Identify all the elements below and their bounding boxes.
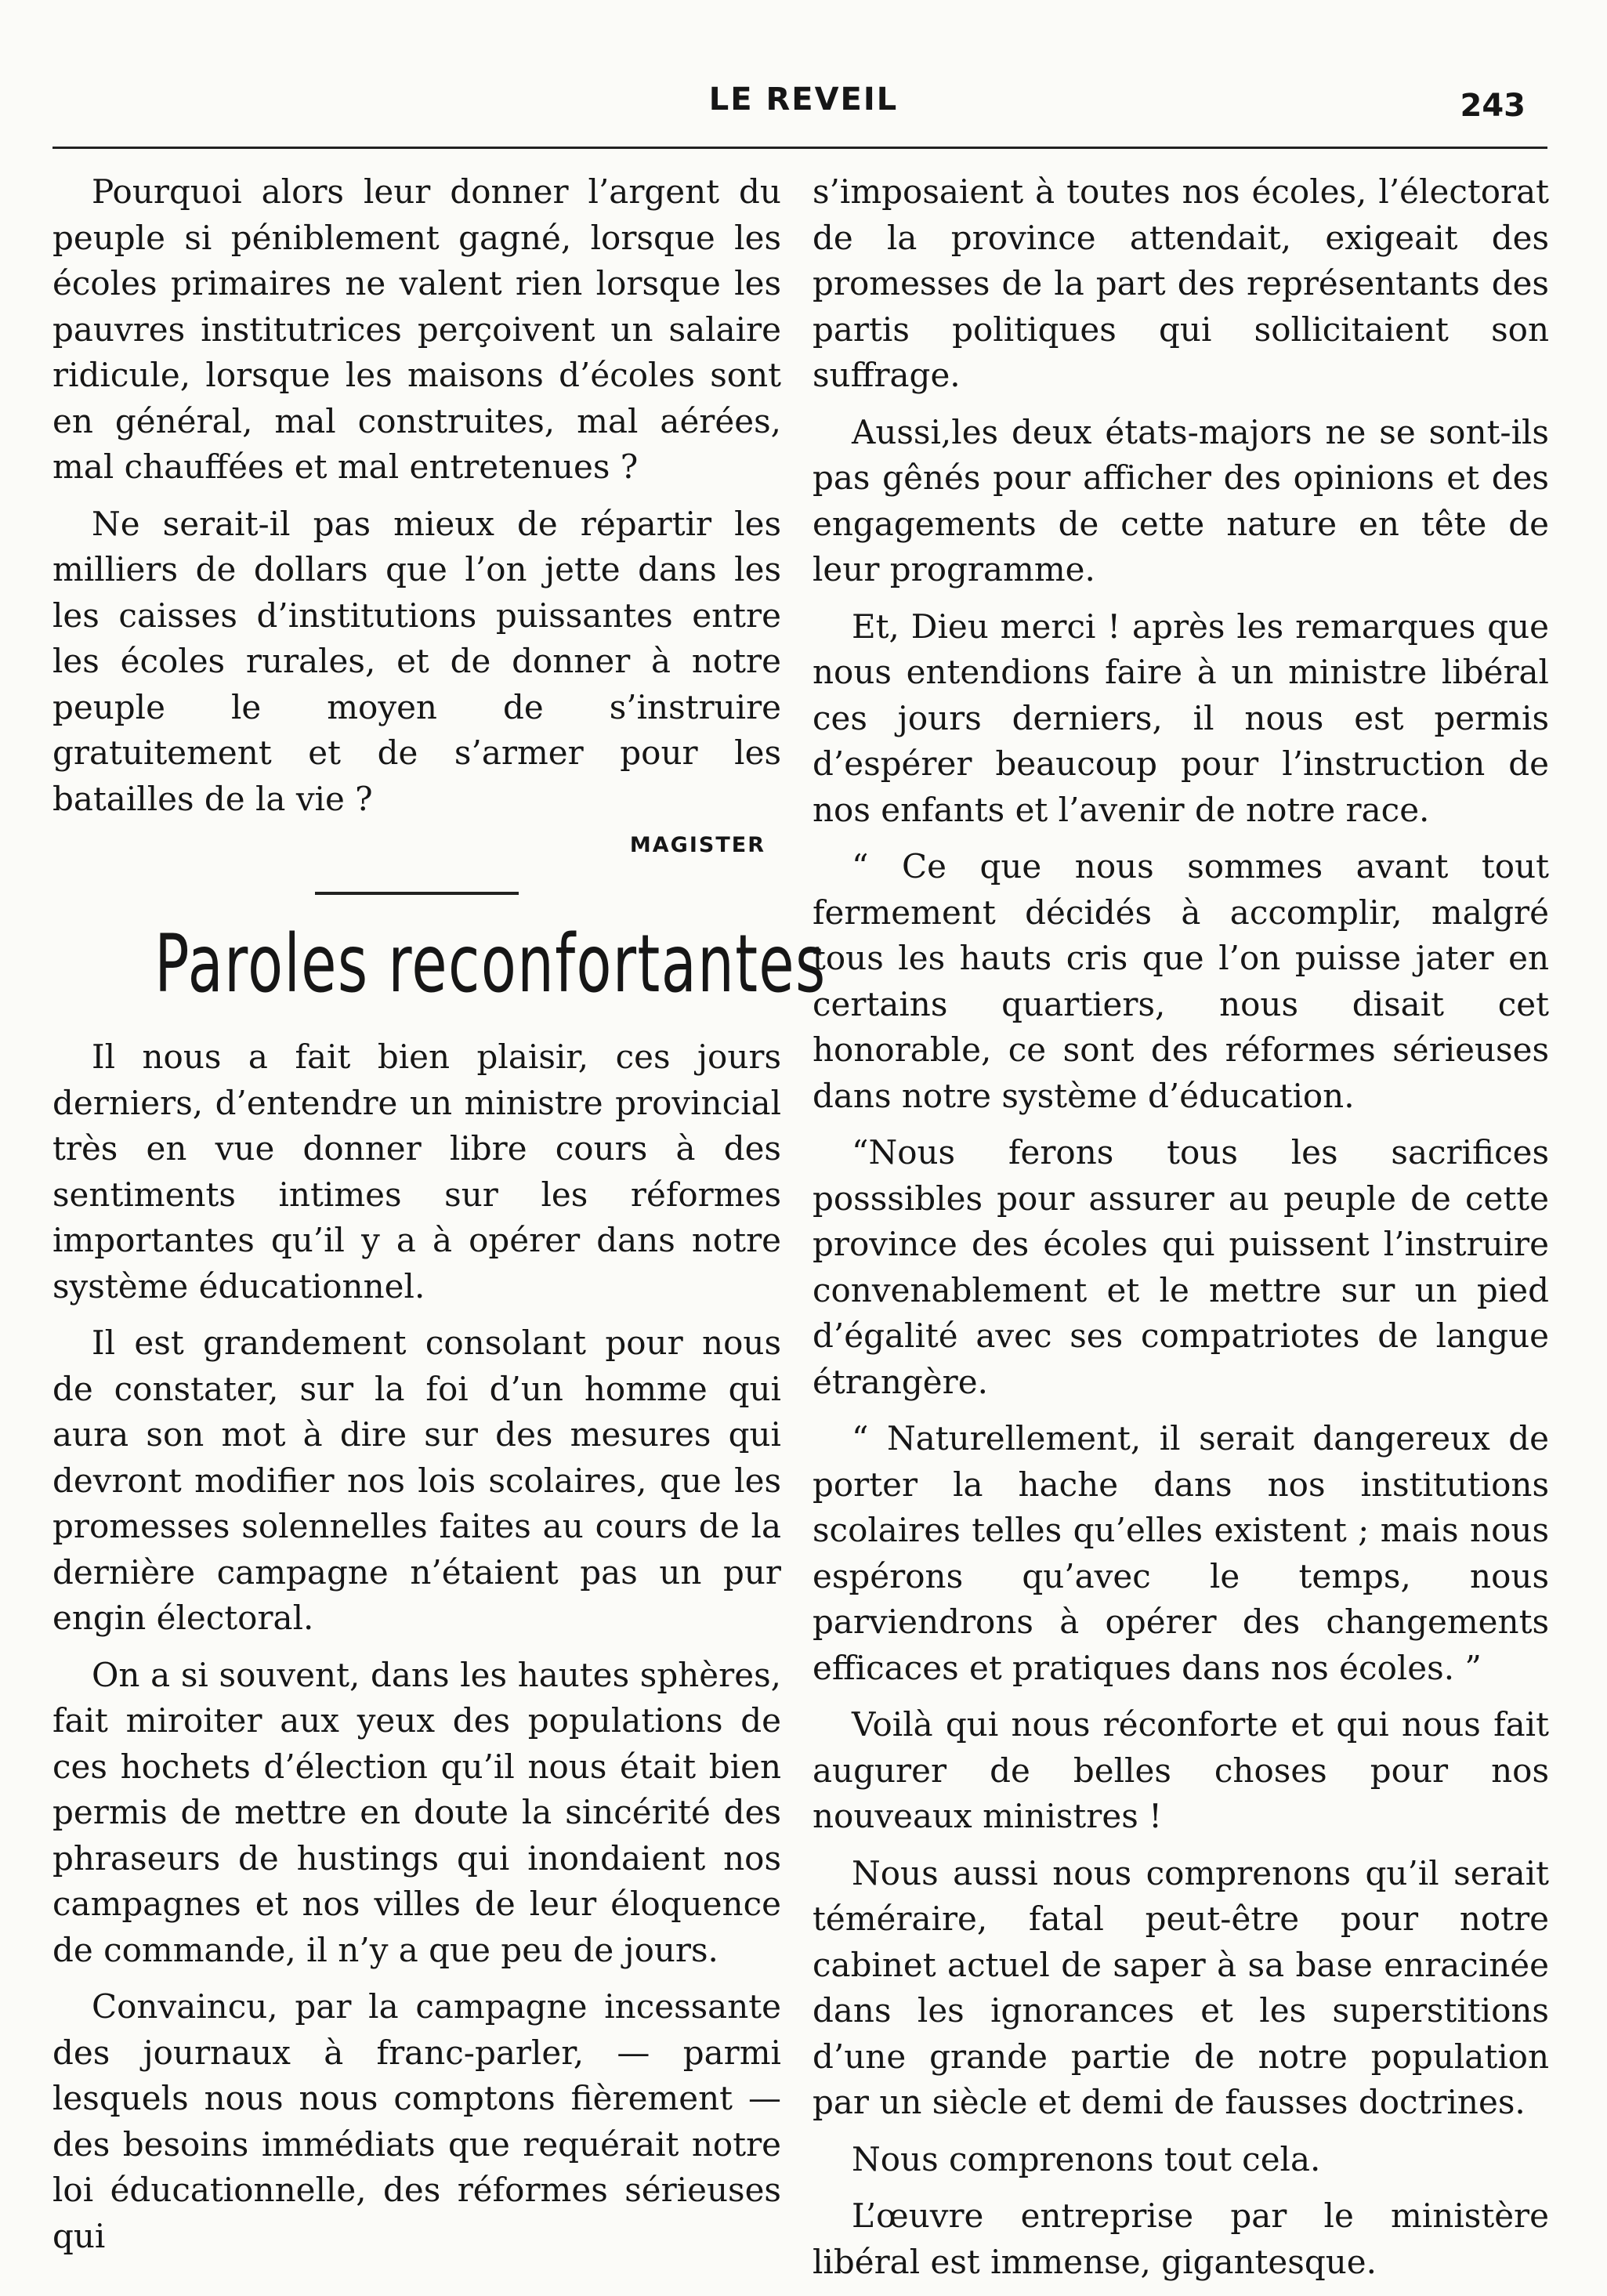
body-paragraph: Pourquoi alors leur donner l’argent du peuple si péniblement gagné, lorsque les écoles primaires ne valent rien lorsque les pauvres institutrices perçoivent un salaire ridicule, lorsque les maisons d’écoles sont en général, mal construites, mal aérées, mal chauffées et mal entretenues ?	[52, 172, 781, 486]
body-paragraph: Ne serait-il pas mieux de répartir les milliers de dollars que l’on jette dans les les caisses d’institutions puissantes entre les écoles rurales, et de donner à notre peuple le moyen de s’instruire gratuitement et de s’armer pour les batailles de la vie ?	[52, 504, 781, 818]
body-paragraph: s’imposaient à toutes nos écoles, l’électorat de la province attendait, exigeait des promesses de la part des représentants des partis politiques qui sollicitaient son suffrage.	[813, 172, 1549, 394]
running-title: LE REVEIL	[708, 81, 899, 118]
section-divider	[315, 892, 519, 895]
body-paragraph: “ Ce que nous sommes avant tout fermement décidés à accomplir, malgré tous les hauts cris que l’on puisse jater en certains quartiers, nous disait cet honorable, ce sont des réformes sérieuses dans notre système d’éducation.	[813, 847, 1549, 1115]
body-paragraph: L’œuvre entreprise par le ministère libéral est immense, gigantesque.	[813, 2196, 1549, 2281]
body-paragraph: “Nous ferons tous les sacrifices posssibles pour assurer au peuple de cette province des écoles qui puissent l’instruire convenablement et le mettre sur un pied d’égalité avec ses compatriotes de langue étrangère.	[813, 1133, 1549, 1401]
body-paragraph: Voilà qui nous réconforte et qui nous fait augurer de belles choses pour nos nouveaux ministres !	[813, 1705, 1549, 1835]
author-signature: MAGISTER	[629, 833, 765, 857]
body-paragraph: “ Naturellement, il serait dangereux de porter la hache dans nos institutions scolaires telles qu’elles existent ; mais nous espérons qu’avec le temps, nous parviendrons à opérer des changements efficaces et pratiques dans nos écoles. ”	[813, 1419, 1549, 1687]
page-number: 243	[1460, 88, 1526, 124]
page-header	[0, 0, 1607, 157]
article-title: Paroles reconfortantes	[154, 918, 827, 1011]
body-paragraph: Il est grandement consolant pour nous de constater, sur la foi d’un homme qui aura son mot à dire sur des mesures qui devront modifier nos lois scolaires, que les promesses solennelles faites au cours de la dernière campagne n’étaient pas un pur engin électoral.	[52, 1324, 781, 1637]
right-column	[813, 169, 1549, 2296]
header-rule	[52, 147, 1547, 149]
body-paragraph: On a si souvent, dans les hautes sphères, fait miroiter aux yeux des populations de ces hochets d’élection qu’il nous était bien permis de mettre en doute la sincérité des phraseurs de hustings qui inondaient nos campagnes et nos villes de leur éloquence de commande, il n’y a que peu de jours.	[52, 1655, 781, 1969]
body-paragraph: Et, Dieu merci ! après les remarques que nous entendions faire à un ministre libéral ces jours derniers, il nous est permis d’espérer beaucoup pour l’instruction de nos enfants et l’avenir de notre race.	[813, 607, 1549, 829]
body-paragraph: Il nous a fait bien plaisir, ces jours derniers, d’entendre un ministre provincial très en vue donner libre cours à des sentiments intimes sur les réformes importantes qu’il y a à opérer dans notre système éducationnel.	[52, 1038, 781, 1306]
body-paragraph: Convaincu, par la campagne incessante des journaux à franc-parler, — parmi lesquels nous nous comptons fièrement — des besoins immédiats que requérait notre loi éducationnelle, des réformes sérieuses qui	[52, 1987, 781, 2255]
body-paragraph: Nous comprenons tout cela.	[852, 2139, 1321, 2178]
body-paragraph: Nous aussi nous comprenons qu’il serait téméraire, fatal peut-être pour notre cabinet actuel de saper à sa base enracinée dans les ignorances et les superstitions d’une grande partie de notre population par un siècle et demi de fausses doctrines.	[813, 1853, 1549, 2121]
left-column	[52, 169, 827, 2270]
body-paragraph: Aussi,les deux états-majors ne se sont-ils pas gênés pour afficher des opinions et des engagements de cette nature en tête de leur programme.	[813, 412, 1549, 588]
